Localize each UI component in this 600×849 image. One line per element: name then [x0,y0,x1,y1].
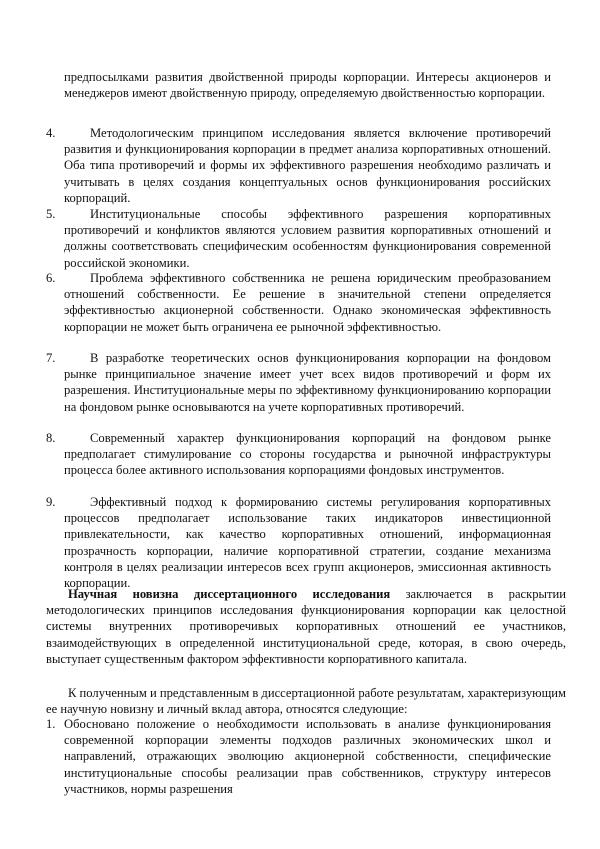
result-1-text: Обосновано положение о необходимости использовать в анализе функционирования современной корпорации элементы подходов различных экономических школ и направлений, отражающих эволюцию акционерной собственности, специфические институциональные способы реализации прав собственников, структуру интересов участников, нормы разрешения [64,717,551,796]
item-number-5: 5. [46,207,56,221]
item-5-text: Институциональные способы эффективного разрешения корпоративных противоречий и конфликтов являются условием развития корпоративных отношений и должны соответствовать специфическим особенностям функционирования современной российской экономики. [64,207,551,270]
item-number-9: 9. [46,495,56,509]
item-8-text: Современный характер функционирования корпораций на фондовом рынке предполагает стимулирование со стороны государства и рыночной инфраструктуры процесса более активного использования корпорациями фондовых инструментов. [64,431,551,478]
intro-continuation: предпосылками развития двойственной природы корпорации. Интересы акционеров и менеджеров имеют двойственную природу, определяемую двойственностью корпорации. [64,70,551,101]
item-number-8: 8. [46,431,56,445]
item-number-7: 7. [46,351,56,365]
novelty-lead: Научная новизна диссертационного исследования [68,587,391,601]
novelty-rest: заключается в раскрытии методологических принципов исследования функционирования корпорации как целостной системы внутренних противоречивых корпоративных отношений ее участников, взаимодействующих в определенной институциональной среде, которая, в свою очередь, выступает существенным фактором эффективности корпоративного капитала. [46,587,566,666]
novelty-paragraph [46,586,566,667]
item-4-text: Методологическим принципом исследования является включение противоречий развития и функционирования корпорации в предмет анализа корпоративных отношений. Оба типа противоречий и формы их эффективного разрешения необходимо различать и учитывать в целях создания концептуальных основ функционирования российских корпораций. [64,126,551,205]
item-6-text: Проблема эффективного собственника не решена юридическим преобразованием отношений собственности. Ее решение в значительной степени определяется эффективностью акционерной собственности. Однако экономическая эффективность корпорации не может быть ограничена ее рыночной эффективностью. [64,271,551,334]
item-9-text: Эффективный подход к формированию системы регулирования корпоративных процессов предполагает использование таких индикаторов инвестиционной привлекательности, как качество корпоративных отношений, информационная прозрачность корпорации, наличие корпоративной стратегии, создание механизма контроля в целях реализации интересов всех групп акционеров, эмиссионная активность корпорации. [64,495,551,591]
results-intro: К полученным и представленным в диссертационной работе результатам, характеризующим ее научную новизну и личный вклад автора, относятся следующие: [46,686,566,717]
result-number-1: 1. [46,717,56,731]
item-number-6: 6. [46,271,56,285]
item-number-4: 4. [46,126,56,140]
item-7-text: В разработке теоретических основ функционирования корпорации на фондовом рынке принципиальное значение имеет учет всех видов противоречий и форм их разрешения. Институциональные меры по эффективному функционированию корпорации на фондовом рынке основываются на учете корпоративных противоречий. [64,351,551,414]
